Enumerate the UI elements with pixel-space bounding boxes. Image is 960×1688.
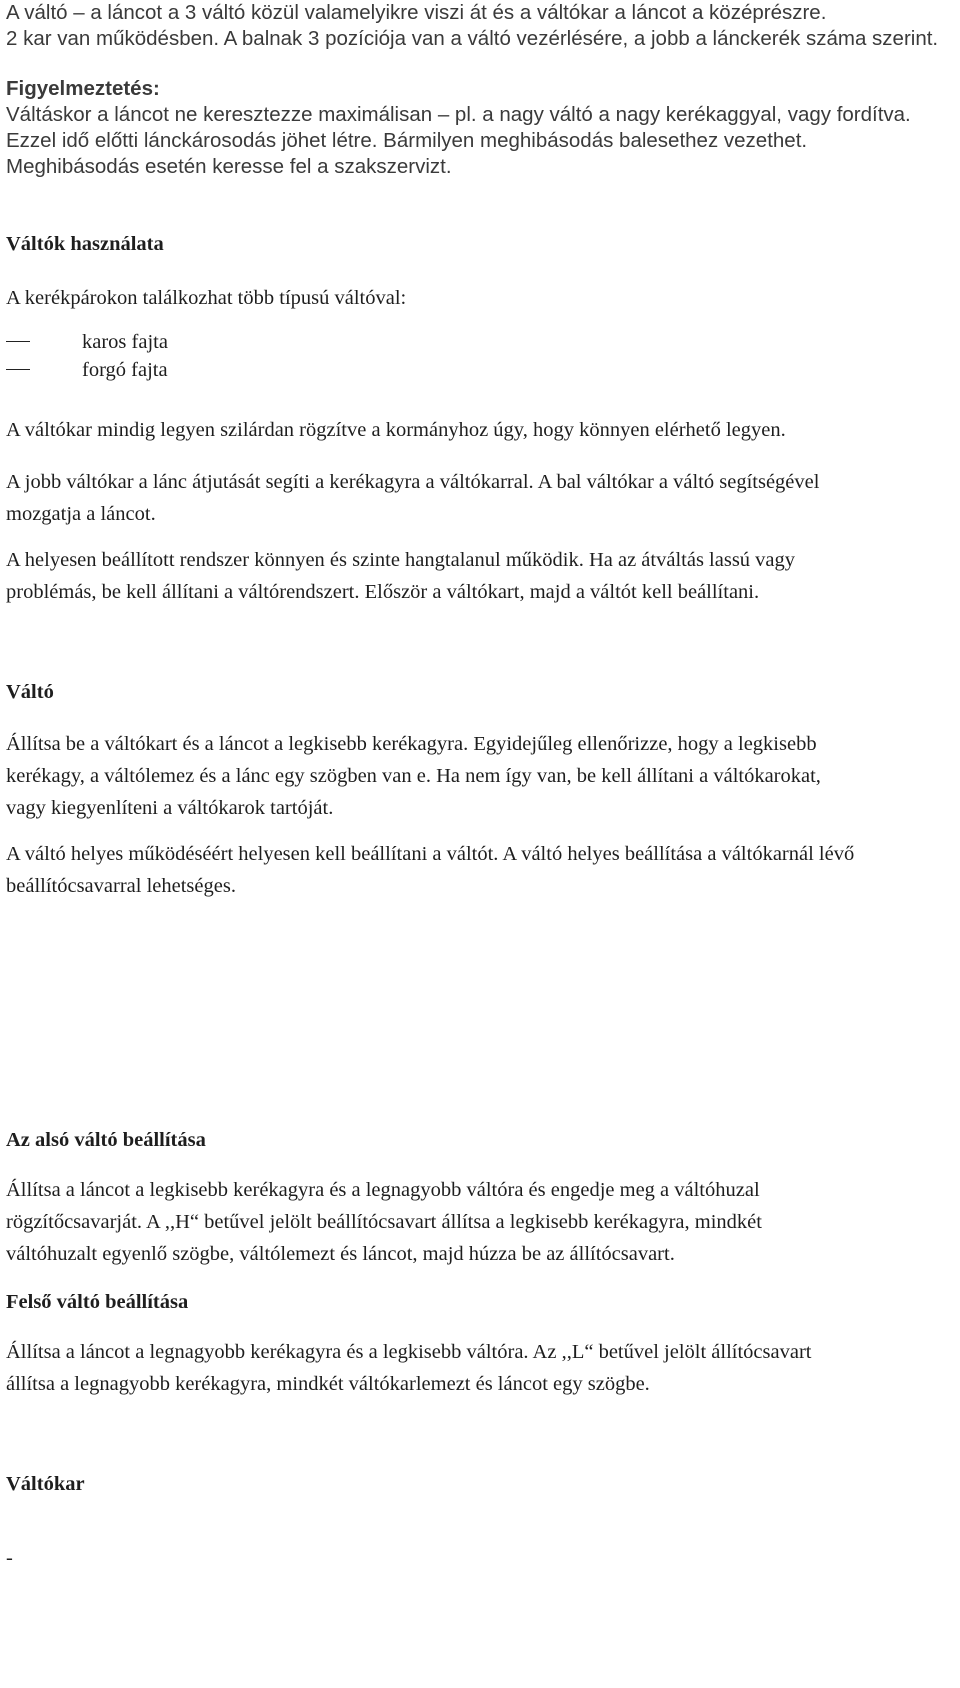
text-line: kerékagy, a váltólemez és a lánc egy szögben van e. Ha nem így van, be kell állítani a váltókarokat, [6,765,821,787]
text-line: Állítsa be a váltókart és a láncot a legkisebb kerékagyra. Egyidejűleg ellenőrizze, hogy a legkisebb [6,733,817,755]
text-line: A helyesen beállított rendszer könnyen és szinte hangtalanul működik. Ha az átváltás lassú vagy [6,549,796,571]
intro-line: 2 kar van működésben. A balnak 3 pozíciója van a váltó vezérlésére, a jobb a lánckerék száma szerint. [6,27,939,50]
text-line: A váltó helyes működéséért helyesen kell beállítani a váltót. A váltó helyes beállítása a váltókarnál lévő [6,843,855,865]
list-item [6,356,906,384]
upper-paragraph [6,1336,956,1400]
lower-paragraph [6,1174,956,1270]
text-line: mozgatja a láncot. [6,503,156,525]
list-item [6,328,906,356]
text-line: rögzítőcsavarját. A ,,H“ betűvel jelölt beállítócsavart állítsa a legkisebb kerékagyra, mindkét [6,1211,762,1233]
warning-line: Meghibásodás esetén keresse fel a szakszervizt. [6,155,452,178]
valto-paragraph [6,838,956,902]
valto-paragraph [6,728,956,824]
warning-title: Figyelmeztetés: [6,77,160,100]
warning-block [6,76,956,180]
intro-paragraph [6,0,956,52]
usage-paragraph [6,466,956,530]
list-item-label: karos fajta [82,331,168,353]
usage-intro: A kerékpárokon találkozhat több típusú váltóval: [6,287,407,309]
usage-paragraph [6,544,956,608]
list-item-label: forgó fajta [82,359,168,381]
text-line: A jobb váltókar a lánc átjutását segíti a kerékagyra a váltókarral. A bal váltókar a váltó segítségével [6,471,820,493]
section-heading-upper: Felső váltó beállítása [6,1291,189,1313]
text-line: beállítócsavarral lehetséges. [6,875,236,897]
warning-line: Ezzel idő előtti lánckárosodás jöhet létre. Bármilyen meghibásodás balesethez vezethet. [6,129,808,152]
text-line: váltóhuzalt egyenlő szögbe, váltólemezt és láncot, majd húzza be az állítócsavart. [6,1243,675,1265]
section-heading-lower: Az alsó váltó beállítása [6,1129,206,1151]
dash-bullet-icon [6,341,30,342]
usage-paragraph: A váltókar mindig legyen szilárdan rögzítve a kormányhoz úgy, hogy könnyen elérhető legyen. [6,419,786,441]
section-heading-usage: Váltók használata [6,233,164,255]
dash-bullet-icon [6,369,30,370]
text-line: problémás, be kell állítani a váltórendszert. Először a váltókart, majd a váltót kell beállítani. [6,581,760,603]
text-line: Állítsa a láncot a legkisebb kerékagyra és a legnagyobb váltóra és engedje meg a váltóhuzal [6,1179,760,1201]
warning-line: Váltáskor a láncot ne keresztezze maximálisan – pl. a nagy váltó a nagy kerékaggyal, vagy fordítva. [6,103,911,126]
section-heading-lever: Váltókar [6,1473,85,1495]
section-heading-valto: Váltó [6,681,54,703]
text-line: állítsa a legnagyobb kerékagyra, mindkét váltókarlemezt és láncot egy szögbe. [6,1373,650,1395]
text-line: Állítsa a láncot a legnagyobb kerékagyra és a legkisebb váltóra. Az ,,L“ betűvel jelölt állítócsavart [6,1341,812,1363]
intro-line: A váltó – a láncot a 3 váltó közül valamelyikre viszi át és a váltókar a láncot a középrészre. [6,1,827,24]
trailing-dash: - [6,1547,13,1569]
text-line: vagy kiegyenlíteni a váltókarok tartóját. [6,797,334,819]
